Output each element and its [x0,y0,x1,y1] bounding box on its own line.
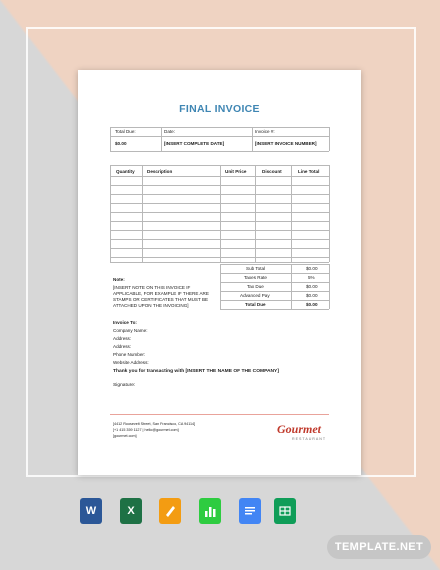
summary-value-tax-due: $0.00 [306,284,318,289]
summary-label-tax-due: Tax Due [247,284,264,289]
google-sheets-icon[interactable] [274,498,296,524]
summary-value-total-due: $0.00 [306,302,318,307]
bar-chart-icon [203,504,217,518]
summary-label-taxes-rate: Taxes Rate [244,275,267,280]
footer-divider [110,414,329,415]
items-table-column-divider [291,165,292,262]
summary-row-line [220,282,329,283]
gourmet-logo-subtitle: RESTAURANT [292,437,327,441]
summary-label-sub-total: Sub Total [246,266,266,271]
word-icon[interactable] [80,498,102,524]
invoice-sheet [78,70,361,475]
summary-label-advanced-pay: Advanced Pay [240,293,270,298]
note-line: APPLICABLE, FOR EXAMPLE IF THERE ARE [113,291,209,296]
website-address-field: Website Address: [113,360,149,365]
summary-left-border [220,264,221,309]
summary-divider [291,264,292,309]
summary-row-line [220,300,329,301]
pen-icon [163,504,177,518]
info-table-divider [161,127,162,151]
phone-number-field: Phone Number: [113,352,146,357]
footer-website: [gourmet.com] [113,434,137,438]
pages-icon[interactable] [159,498,181,524]
template-net-badge[interactable]: TEMPLATE.NET [327,535,431,559]
column-header-description: Description [147,169,173,174]
signature-label: Signature: [113,383,136,388]
info-table-bottom-border [110,151,329,152]
summary-right-border [329,264,330,309]
info-table-divider [252,127,253,151]
document-lines-icon [244,504,256,518]
note-line: [INSERT NOTE ON THIS INVOICE IF [113,285,191,290]
note-label: Note: [113,277,125,282]
items-table-right-border [329,165,330,262]
items-table-column-divider [255,165,256,262]
items-table-column-divider [142,165,143,262]
gourmet-logo: Gourmet [277,422,322,436]
total-due-header: Total Due: [115,129,136,134]
summary-value-advanced-pay: $0.00 [306,293,318,298]
invoice-title: FINAL INVOICE [179,103,260,115]
info-table-left-border [110,127,111,151]
google-docs-icon[interactable] [239,498,261,524]
note-line: ATTACHED UPON THE INVOICING] [113,303,189,308]
thank-you-note: Thank you for transacting with [INSERT THE NAME OF THE COMPANY] [113,369,279,374]
summary-row-line [220,264,329,265]
word-icon-letter: W [85,505,97,517]
summary-value-taxes-rate: 5% [308,275,315,280]
summary-label-total-due: Total Due [245,302,266,307]
numbers-icon[interactable] [199,498,221,524]
spreadsheet-grid-icon [279,504,291,518]
invoice-number-header: Invoice #: [255,129,275,134]
info-table-mid-border [110,136,329,137]
summary-row-line [220,291,329,292]
summary-row-line [220,309,329,310]
footer-contact: [+1 415 359 1127 | hello@gourmet.com] [113,428,179,432]
invoice-to-label: Invoice To: [113,320,137,325]
note-line: STAMPS OR CERTIFICATES THAT MUST BE [113,297,209,302]
items-table-left-border [110,165,111,262]
excel-icon[interactable] [120,498,142,524]
column-header-unit-price: Unit Price [225,169,247,174]
summary-row-line [220,273,329,274]
items-table-bottom-border [110,262,329,263]
excel-icon-letter: X [127,505,135,517]
column-header-line-total: Line Total [298,169,320,174]
items-table-column-divider [220,165,221,262]
address-field: Address: [113,344,132,349]
invoice-number-value: [INSERT INVOICE NUMBER] [255,141,317,146]
company-name-field: Company Name: [113,328,148,333]
date-value: [INSERT COMPLETE DATE] [164,141,225,146]
date-header: Date: [164,129,175,134]
column-header-discount: Discount [262,169,282,174]
info-table-right-border [329,127,330,151]
summary-value-sub-total: $0.00 [306,266,318,271]
total-due-value: $0.00 [115,141,127,146]
column-header-quantity: Quantity [116,169,135,174]
info-table-top-border [110,127,329,128]
address-field: Address: [113,336,132,341]
footer-address: [4412 Roosevelt Street, San Francisco, CA 94114] [113,422,196,426]
